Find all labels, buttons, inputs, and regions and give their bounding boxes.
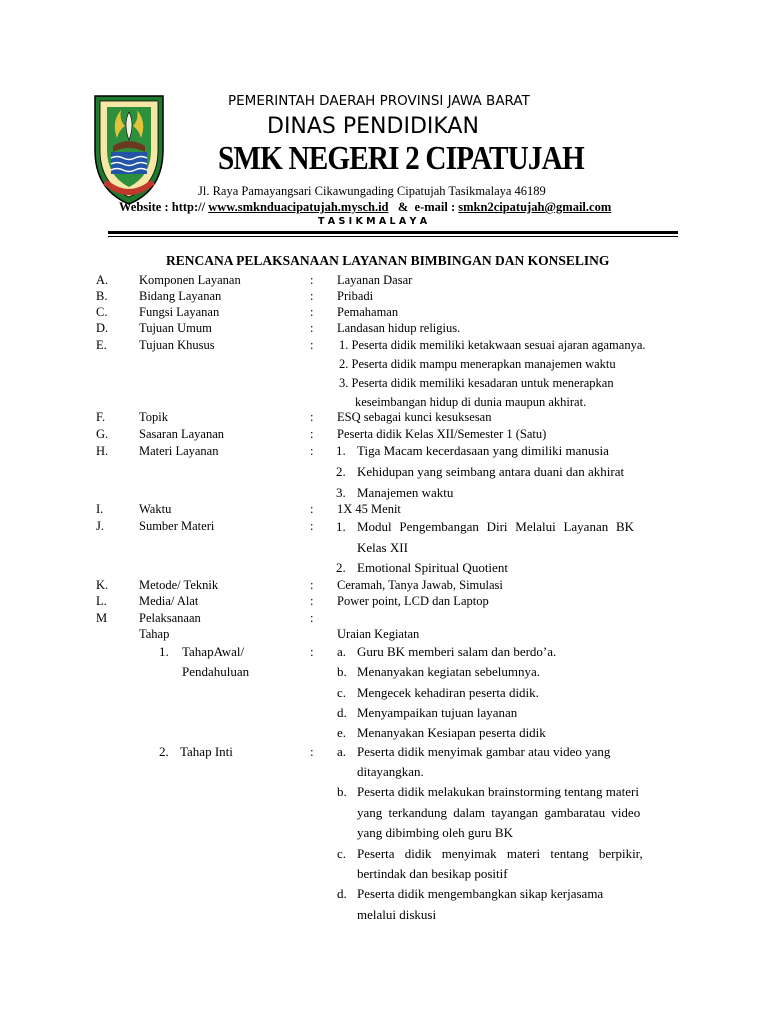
letterhead-city: T A S I K M A L A Y A <box>318 216 428 227</box>
item-letter: I. <box>96 502 104 516</box>
item-colon: : <box>310 444 314 458</box>
tujuan-khusus-1: 1. Peserta didik memiliki ketakwaan sesuai ajaran agamanya. <box>339 338 646 352</box>
item-label: Tujuan Khusus <box>139 338 215 352</box>
stage-2-step-c-letter: c. <box>337 846 347 861</box>
item-value: Pemahaman <box>337 305 399 319</box>
stage-2-step-b-line-3: yang dibimbing oleh guru BK <box>357 825 513 840</box>
stage-2-name: Tahap Inti <box>180 744 233 759</box>
item-letter: M <box>96 611 108 625</box>
item-colon: : <box>310 578 314 592</box>
letterhead-rule-thick <box>108 231 678 234</box>
tujuan-khusus-3-cont: keseimbangan hidup di dunia maupun akhirat. <box>355 395 587 409</box>
item-label: Sumber Materi <box>139 519 215 533</box>
email-label: e-mail : <box>414 200 456 214</box>
column-header-uraian: Uraian Kegiatan <box>337 627 420 641</box>
stage-1-step-e: Menanyakan Kesiapan peserta didik <box>357 725 546 740</box>
item-label: Metode/ Teknik <box>139 578 219 592</box>
sumber-num-2: 2. <box>336 560 346 575</box>
item-colon: : <box>310 594 314 608</box>
stage-2-step-a-line-1: Peserta didik menyimak gambar atau video yang <box>357 744 611 759</box>
item-colon: : <box>310 611 314 625</box>
column-header-tahap: Tahap <box>139 627 170 641</box>
item-letter: K. <box>96 578 109 592</box>
item-letter: J. <box>96 519 104 533</box>
tujuan-khusus-2: 2. Peserta didik mampu menerapkan manajemen waktu <box>339 357 616 371</box>
letterhead-government: PEMERINTAH DAERAH PROVINSI JAWA BARAT <box>228 93 530 109</box>
materi-num-2: 2. <box>336 464 346 479</box>
item-colon: : <box>310 289 314 303</box>
item-letter: A. <box>96 273 109 287</box>
stage-1-step-c-letter: c. <box>337 685 347 700</box>
stage-2-number: 2. <box>159 744 169 759</box>
sumber-item-1: Modul Pengembangan Diri Melalui Layanan BK <box>357 519 635 534</box>
item-colon: : <box>310 305 314 319</box>
item-letter: D. <box>96 321 109 335</box>
item-label: Pelaksanaan <box>139 611 201 625</box>
item-label: Komponen Layanan <box>139 273 241 287</box>
stage-2-step-b-line-1: Peserta didik melakukan brainstorming tentang materi <box>357 784 639 799</box>
item-colon: : <box>310 273 314 287</box>
stage-1-name: TahapAwal/ <box>182 644 245 659</box>
item-label: Fungsi Layanan <box>139 305 220 319</box>
website-link[interactable]: www.smknduacipatujah.mysch.id <box>208 200 389 214</box>
item-label: Sasaran Layanan <box>139 427 225 441</box>
document-title: RENCANA PELAKSANAAN LAYANAN BIMBINGAN DAN KONSELING <box>166 253 610 268</box>
letterhead-contact <box>119 200 611 215</box>
stage-1-step-e-letter: e. <box>337 725 347 740</box>
stage-1-step-c: Mengecek kehadiran peserta didik. <box>357 685 539 700</box>
item-colon: : <box>310 519 314 533</box>
item-letter: B. <box>96 289 108 303</box>
item-letter: E. <box>96 338 107 352</box>
item-label: Media/ Alat <box>139 594 199 608</box>
stage-2-step-d-line-2: melalui diskusi <box>357 907 437 922</box>
item-letter: F. <box>96 410 106 424</box>
website-label: Website : http:// <box>119 200 206 214</box>
stage-1-name-cont: Pendahuluan <box>182 664 250 679</box>
sumber-item-2: Emotional Spiritual Quotient <box>357 560 508 575</box>
item-value: ESQ sebagai kunci kesuksesan <box>337 410 492 424</box>
materi-item-2: Kehidupan yang seimbang antara duani dan akhirat <box>357 464 625 479</box>
item-label: Materi Layanan <box>139 444 219 458</box>
letterhead-rule-thin <box>108 236 678 237</box>
stage-2-step-c-line-2: bertindak dan besikap positif <box>357 866 508 881</box>
stage-2-colon: : <box>310 744 314 759</box>
item-label: Bidang Layanan <box>139 289 222 303</box>
item-value: Pribadi <box>337 289 374 303</box>
sumber-num-1: 1. <box>336 519 346 534</box>
stage-1-step-d-letter: d. <box>337 705 347 720</box>
materi-item-1: Tiga Macam kecerdasaan yang dimiliki manusia <box>357 443 609 458</box>
sumber-item-1-cont: Kelas XII <box>357 540 408 555</box>
stage-2-step-a-letter: a. <box>337 744 347 759</box>
item-value: Ceramah, Tanya Jawab, Simulasi <box>337 578 503 592</box>
item-value: Power point, LCD dan Laptop <box>337 594 489 608</box>
stage-1-step-a-letter: a. <box>337 644 347 659</box>
stage-2-step-a-line-2: ditayangkan. <box>357 764 424 779</box>
letterhead-department: DINAS PENDIDIKAN <box>267 114 479 139</box>
stage-1-step-b: Menanyakan kegiatan sebelumnya. <box>357 664 541 679</box>
materi-num-3: 3. <box>336 485 346 500</box>
item-label: Topik <box>139 410 168 424</box>
item-colon: : <box>310 321 314 335</box>
letterhead-address: Jl. Raya Pamayangsari Cikawungading Cipatujah Tasikmalaya 46189 <box>198 184 546 198</box>
item-value: 1X 45 Menit <box>337 502 401 516</box>
item-label: Tujuan Umum <box>139 321 212 335</box>
ampersand: & <box>397 200 409 214</box>
item-colon: : <box>310 502 314 516</box>
stage-2-step-b-line-2: yang terkandung dalam tayangan gambaratau video <box>357 805 641 820</box>
item-value: Peserta didik Kelas XII/Semester 1 (Satu) <box>337 427 547 441</box>
stage-2-step-b-letter: b. <box>337 784 347 799</box>
materi-num-1: 1. <box>336 443 346 458</box>
item-value: Layanan Dasar <box>337 273 413 287</box>
stage-1-step-d: Menyampaikan tujuan layanan <box>357 705 518 720</box>
item-colon: : <box>310 338 314 352</box>
stage-1-step-b-letter: b. <box>337 664 347 679</box>
email-link[interactable]: smkn2cipatujah@gmail.com <box>458 200 612 214</box>
item-label: Waktu <box>139 502 172 516</box>
item-letter: L. <box>96 594 107 608</box>
item-colon: : <box>310 427 314 441</box>
materi-item-3: Manajemen waktu <box>357 485 454 500</box>
stage-1-number: 1. <box>159 644 169 659</box>
item-letter: H. <box>96 444 109 458</box>
stage-1-colon: : <box>310 644 314 659</box>
stage-2-step-d-line-1: Peserta didik mengembangkan sikap kerjasama <box>357 886 604 901</box>
school-logo <box>91 90 167 206</box>
item-value: Landasan hidup religius. <box>337 321 461 335</box>
tujuan-khusus-3: 3. Peserta didik memiliki kesadaran untuk menerapkan <box>339 376 614 390</box>
stage-1-step-a: Guru BK memberi salam dan berdo’a. <box>357 644 557 659</box>
letterhead-school-name: SMK NEGERI 2 CIPATUJAH <box>218 140 584 177</box>
item-letter: G. <box>96 427 109 441</box>
item-colon: : <box>310 410 314 424</box>
stage-2-step-d-letter: d. <box>337 886 347 901</box>
item-letter: C. <box>96 305 108 319</box>
stage-2-step-c-line-1: Peserta didik menyimak materi tentang berpikir, <box>357 846 643 861</box>
